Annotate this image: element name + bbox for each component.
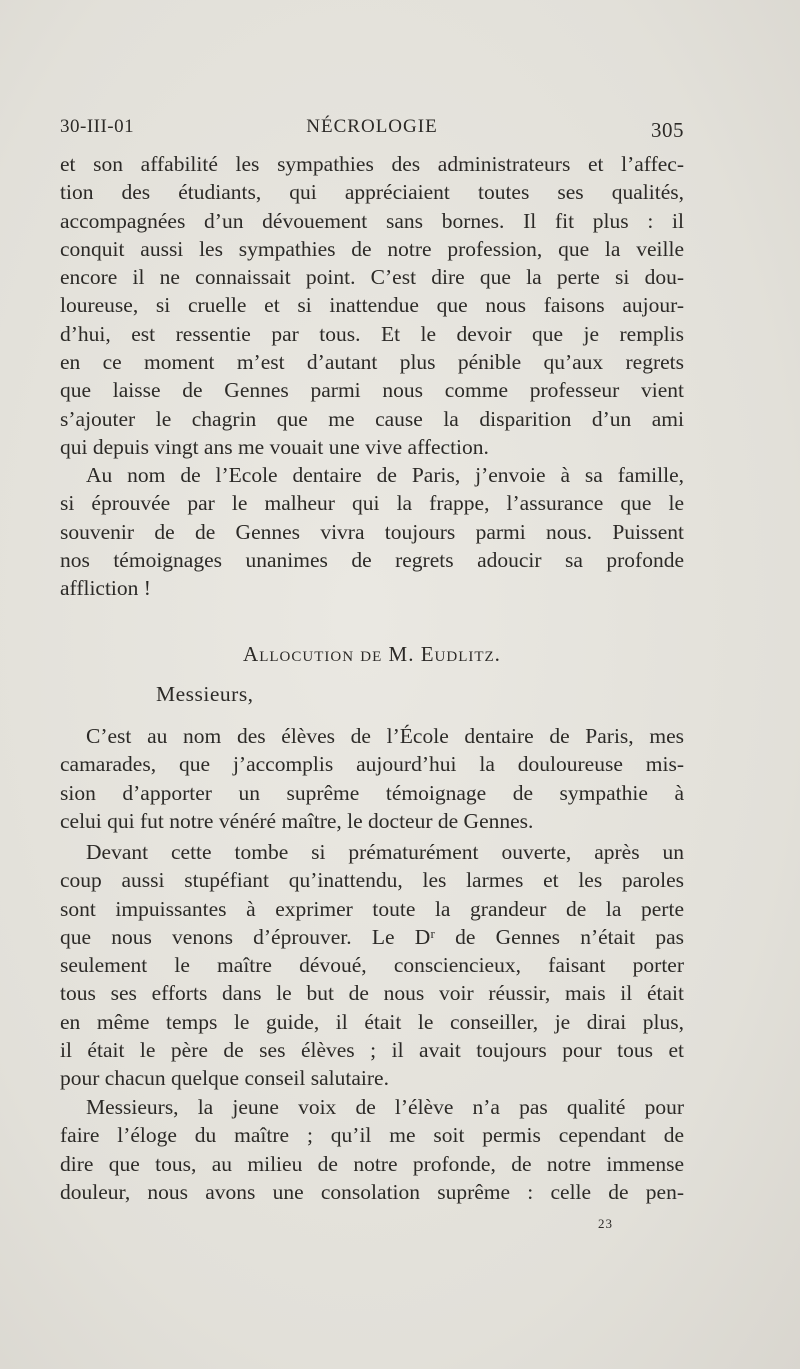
text-line: qui depuis vingt ans me vouait une vive affection. [60,434,489,459]
text-line: nos témoignages unanimes de regrets adoucir sa profonde [60,547,684,572]
paragraph-tribute [60,838,684,1093]
text-line: tion des étudiants, qui appréciaient toutes ses qualités, [60,180,684,205]
text-line: Messieurs, la jeune voix de l’élève n’a pas qualité pour [86,1095,684,1119]
text-line: accompagnées d’un dévouement sans bornes. Il fit plus : il [60,208,684,233]
text-line: en même temps le guide, il était le conseiller, je dirai plus, [60,1009,684,1034]
text-line: que nous venons d’éprouver. Le Dʳ de Gennes n’était pas [60,924,684,949]
text-line: affliction ! [60,576,151,601]
text-line: camarades, que j’accomplis aujourd’hui la douloureuse mis- [60,752,684,777]
text-line: C’est au nom des élèves de l’École dentaire de Paris, mes [86,724,684,748]
paragraph-condolences [60,461,684,602]
page-number: 305 [651,118,684,142]
text-line: dire que tous, au milieu de notre profonde, de notre immense [60,1151,684,1176]
text-line: seulement le maître dévoué, consciencieux, faisant porter [60,953,684,978]
text-line: celui qui fut notre vénéré maître, le docteur de Gennes. [60,808,534,833]
text-line: douleur, nous avons une consolation suprême : celle de pen- [60,1179,684,1204]
text-line: Au nom de l’Ecole dentaire de Paris, j’envoie à sa famille, [86,463,684,487]
header-date: 30-III-01 [60,116,135,137]
text-line: Devant cette tombe si prématurément ouverte, après un [86,840,684,864]
text-line: faire l’éloge du maître ; qu’il me soit permis cependant de [60,1123,684,1148]
text-line: loureuse, si cruelle et si inattendue que nous faisons aujour- [60,293,684,318]
paragraph-closing [60,1093,684,1206]
text-line: il était le père de ses élèves ; il avait toujours pour tous et [60,1038,684,1063]
text-line: encore il ne connaissait point. C’est dire que la perte si dou- [60,265,684,290]
paragraph-continuation [60,150,684,461]
text-line: d’hui, est ressentie par tous. Et le devoir que je remplis [60,321,684,346]
salutation: Messieurs, [156,682,254,706]
text-line: que laisse de Gennes parmi nous comme professeur vient [60,378,684,403]
text-line: sont impuissantes à exprimer toute la grandeur de la perte [60,896,684,921]
text-line: coup aussi stupéfiant qu’inattendu, les larmes et les paroles [60,868,684,893]
text-line: sion d’apporter un suprême témoignage de sympathie à [60,780,684,805]
text-line: pour chacun quelque conseil salutaire. [60,1066,389,1091]
running-head [60,116,684,146]
text-line: conquit aussi les sympathies de notre profession, que la veille [60,236,684,261]
paragraph-opening [60,722,684,835]
text-line: souvenir de de Gennes vivra toujours parmi nous. Puissent [60,519,684,544]
text-line: si éprouvée par le malheur qui la frappe, l’assurance que le [60,491,684,516]
text-line: en ce moment m’est d’autant plus pénible qu’aux regrets [60,350,684,375]
text-line: tous ses efforts dans le but de nous voir réussir, mais il était [60,981,684,1006]
text-line: s’ajouter le chagrin que me cause la disparition d’un ami [60,406,684,431]
header-section-title: NÉCROLOGIE [306,116,438,137]
section-heading: Allocution de M. Eudlitz. [243,642,501,666]
text-line: et son affabilité les sympathies des administrateurs et l’affec- [60,152,684,176]
signature-mark: 23 [598,1216,613,1231]
